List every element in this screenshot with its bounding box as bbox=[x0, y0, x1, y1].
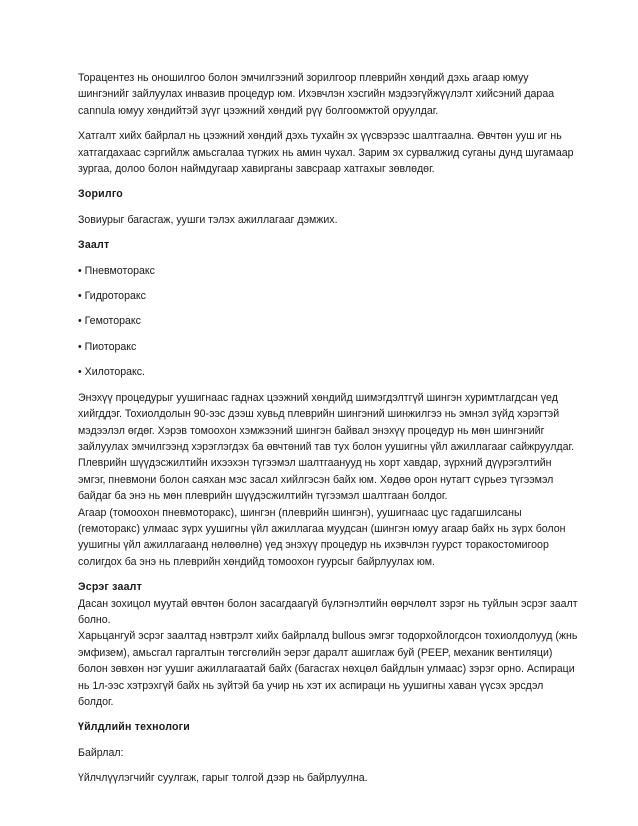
position-text: Үйлчлүүлэгчийг суулгаж, гарыг толгой дээр нь байрлуулна. bbox=[78, 772, 368, 785]
causes-paragraph: Плеврийн шүүдэсжилтийн ихээхэн түгээмэл шалтгаанууд нь хорт хавдар, зүрхний дүүрэгэлтийн эмгэг, пневмони болон саяхан мэс засал хийлгэсэн байх юм. Хөдөө орон нутагт сүрьеэ түгээмэл байдаг ба энэ нь мөн плеврийн шүүдэсжилтийн түгээмэл шалтгаан болдог. bbox=[78, 457, 554, 503]
indication-item: • Хилоторакс. bbox=[78, 366, 145, 379]
goal-text: Зовиурыг багасгаж, уушги тэлэх ажиллагааг дэмжих. bbox=[78, 213, 338, 226]
technique-heading: Үйлдлийн технологи bbox=[78, 721, 190, 734]
thoracostomy-paragraph: Агаар (томоохон пневмоторакс), шингэн (плеврийн шингэн), уушигнаас цус гадагшилсаны (гемоторакс) улмаас зүрх уушигны үйл ажиллагаа муудсан (шингэн юмуу агаар байх нь зүрх болон уушигны үйл ажиллагаанд нөлөөлнө) үед энэхүү процедур нь ихэвчлэн гуурст торакостомигоор солигдох ба энэ нь плеврийн хөндийд томоохон гуурсыг байрлуулах юм. bbox=[78, 506, 566, 568]
puncture-site-paragraph: Хатгалт хийх байрлал нь цээжний хөндий дэхь тухайн эх үүсвэрээс шалтгаална. Өвчтөн ууш иг нь хатгагдахаас сэргийлж амьсгалаа түгжих нь амин чухал. Зарим эх сурвалжид суганы дунд шугамаар зургаа, долоо болон наймдугаар хавирганы завсраар хатгахыг зөвлөдөг. bbox=[78, 130, 574, 176]
indication-item: • Пневмоторакс bbox=[78, 264, 155, 277]
intro-paragraph: Торацентез нь оношилгоо болон эмчилгээний зорилгоор плеврийн хөндий дэхь агаар юмуу шингэнийг зайлуулах инвазив процедур юм. Ихэвчлэн хэсгийн мэдээгүйжүүлэлт хийсэний дараа cannula юмуу хөндийтэй зүүг цээжний хөндий рүү болгоомжтой оруулдаг. bbox=[78, 72, 555, 117]
indication-item: • Гидроторакс bbox=[78, 290, 146, 303]
indication-item: • Пиоторакс bbox=[78, 340, 137, 353]
goal-heading: Зорилго bbox=[78, 188, 123, 201]
indication-item: • Гемоторакс bbox=[78, 315, 141, 328]
indications-heading: Заалт bbox=[78, 239, 110, 252]
procedure-paragraph: Энэхүү процедурыг уушигнаас гаднах цээжний хөндийд шимэгдэлтгүй шингэн хуримтлагдсан үед хийгддэг. Тохиолдолын 90-ээс дээш хувьд плеврийн шингэний шинжилгээ нь эмнэл зүйд хэрэгтэй мэдээлэл өгдөг. Хэрэв томоохон хэмжээний шингэн байвал энэхүү процедур нь мөн шингэнийг зайлуулах эмчилгээнд хэрэглэгдэх ба өвчтөний тав тух болон уушигны үйл ажиллагааг сайжруулдаг. bbox=[78, 391, 575, 453]
position-label: Байрлал: bbox=[78, 746, 124, 759]
relative-contraindications: Харьцангуй эсрэг заалтад нэвтрэлт хийх байрлалд bullous эмгэг тодорхойлогдсон тохиолдолууд (жнь эмфизем), амьсгал гаргалтын төгсгөлийн эерэг даралт ашиглаж буй (PEEP, механик вентиляци) болон зөвхөн нэг уушиг ажиллагаатай байх (багасгах нөхцөл байдлын улмаас) зэрэг орно. Аспираци нь 1л-ээс хэтрэхгүй байх нь зүйтэй ба учир нь хэт их аспираци нь уушигны хаван үүсэх эрсдэл болдог. bbox=[78, 630, 578, 708]
absolute-contraindications: Дасан зохицол муутай өвчтөн болон засагдаагүй бүлэгнэлтийн өөрчлөлт зэрэг нь туйлын эсрэг заалт болно. bbox=[78, 597, 578, 626]
contraindications-heading: Эсрэг заалт bbox=[78, 581, 142, 594]
